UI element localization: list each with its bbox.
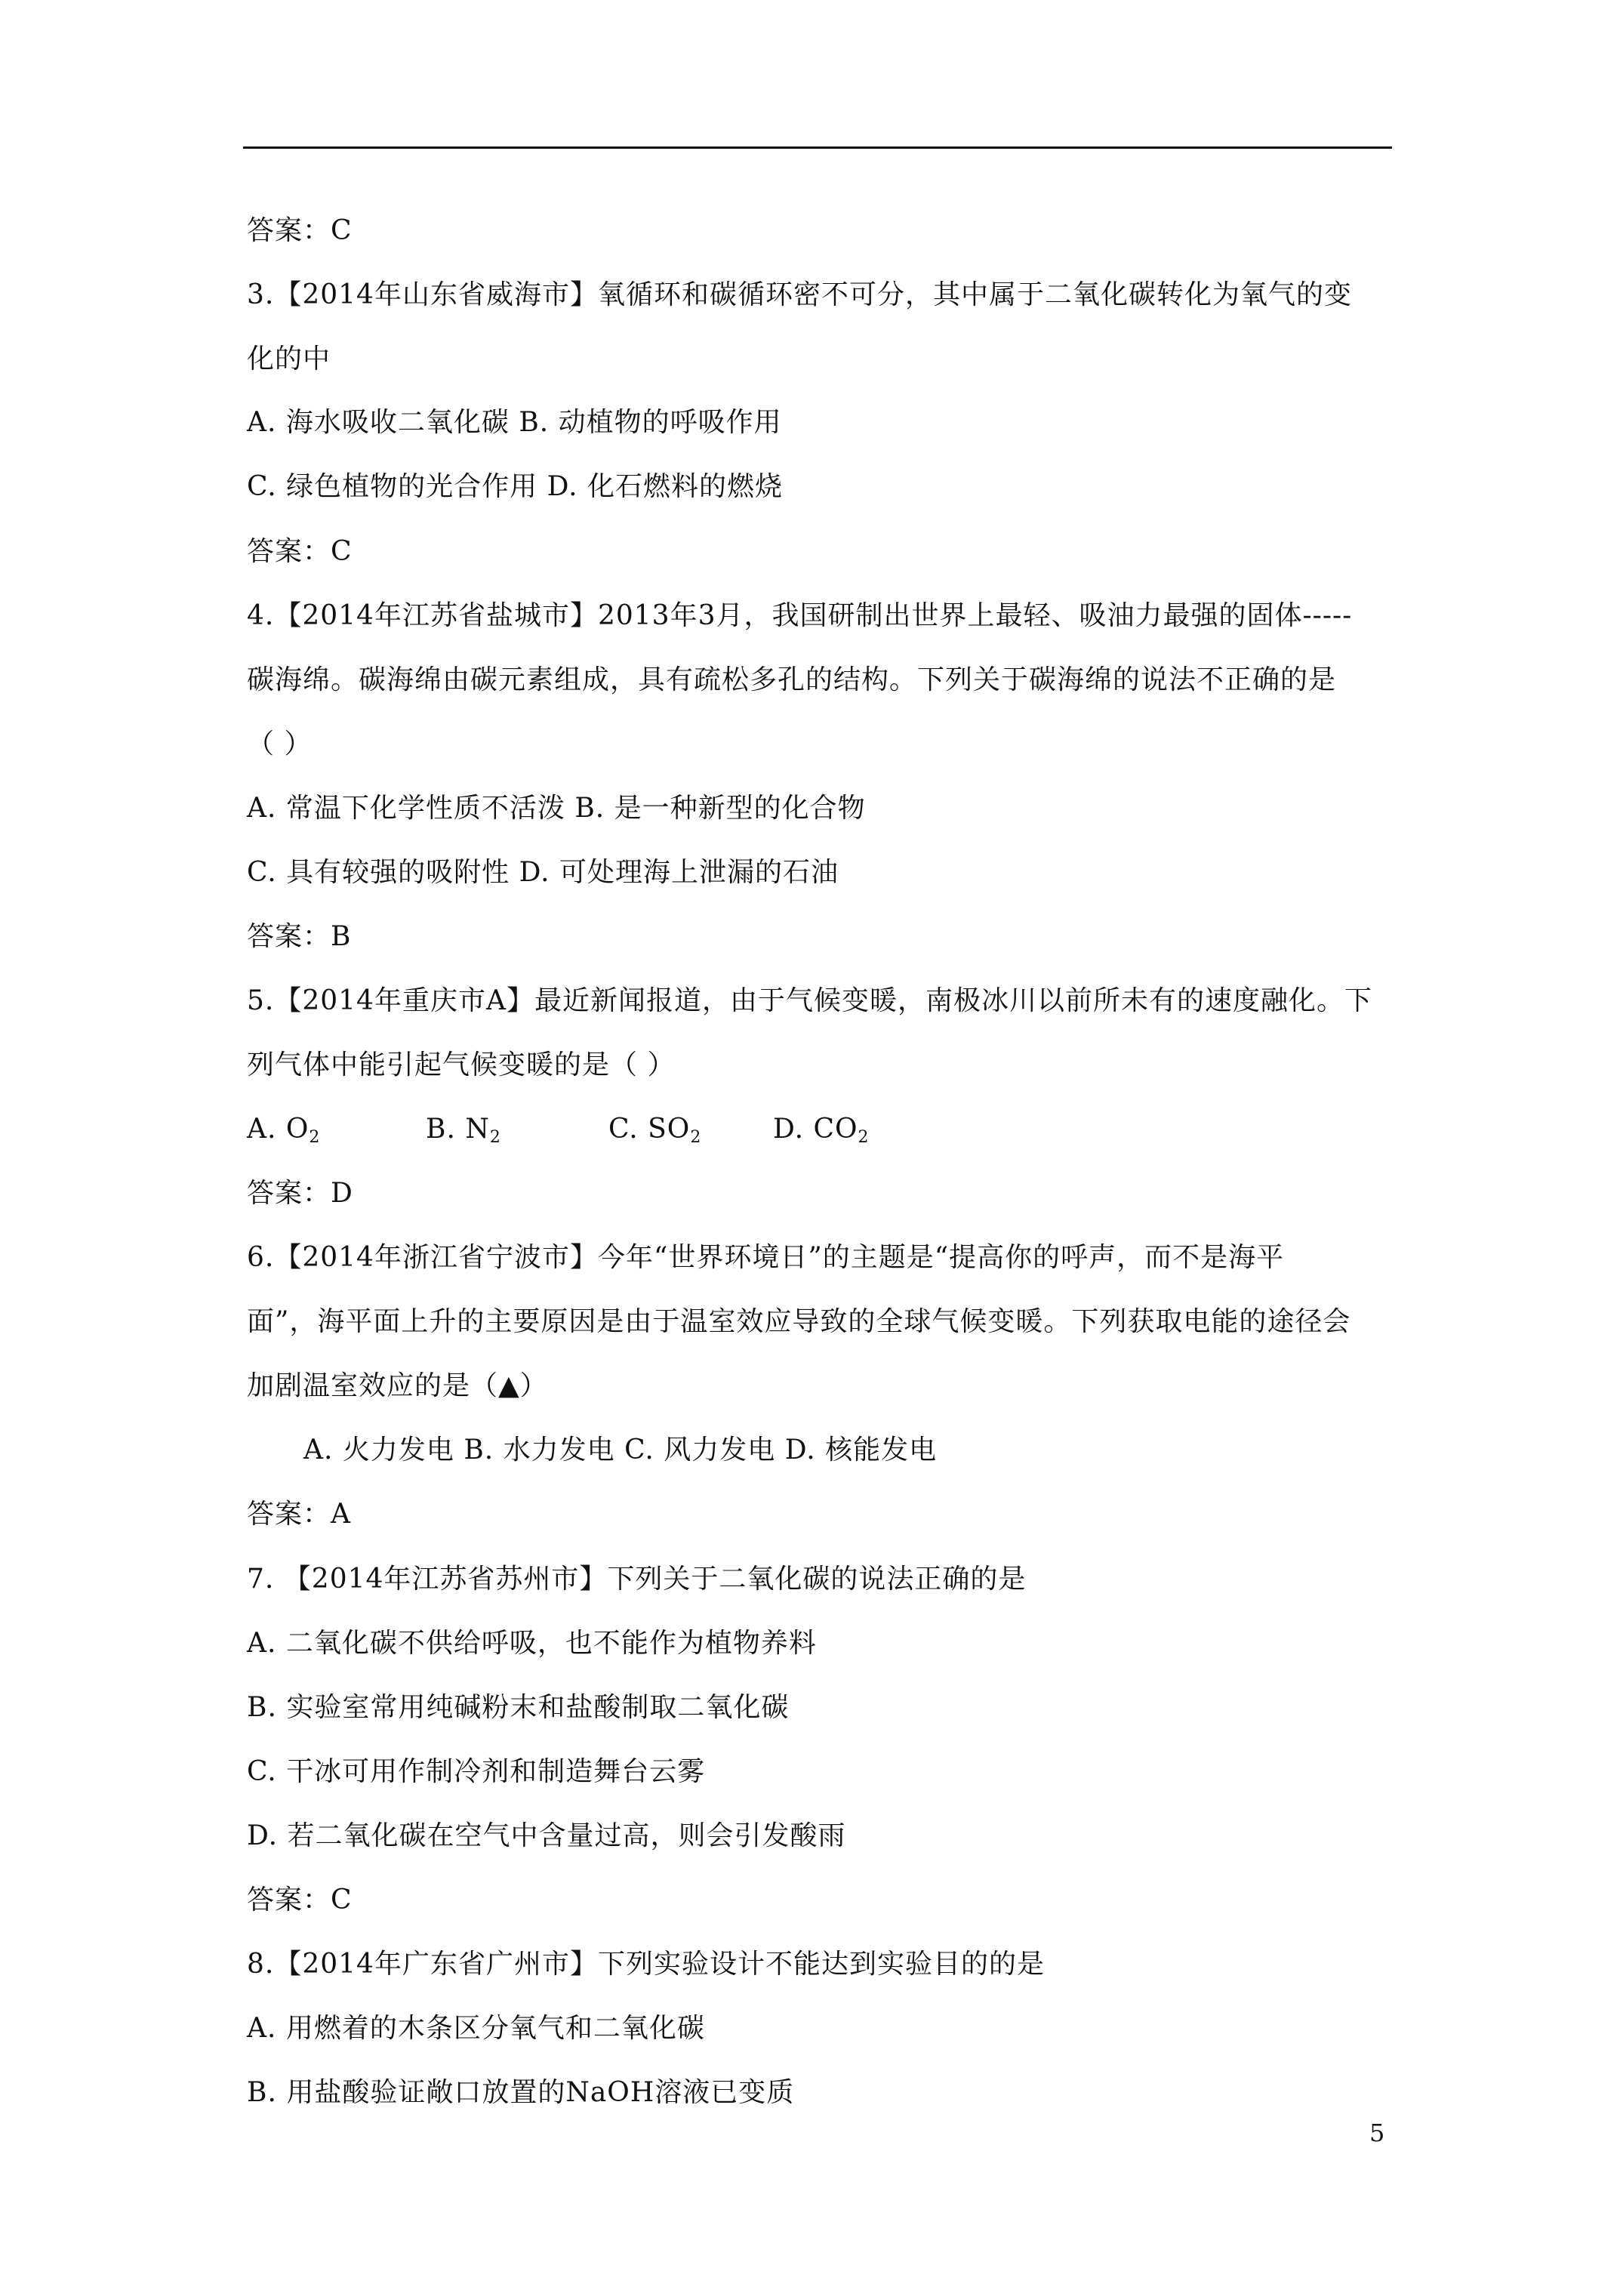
question-5-options — [247, 1111, 870, 1156]
question-3-options-cd: C. 绿色植物的光合作用 D. 化石燃料的燃烧 — [247, 471, 784, 502]
question-7-option-d: D. 若二氧化碳在空气中含量过高，则会引发酸雨 — [247, 1820, 846, 1851]
question-8-line-1: 8.【2014年广东省广州市】下列实验设计不能达到实验目的的是 — [247, 1949, 1045, 1980]
answer-line: 答案：A — [247, 1499, 351, 1530]
question-5-line-2: 列气体中能引起气候变暖的是（ ） — [247, 1049, 676, 1080]
answer-line: 答案：C — [247, 1885, 353, 1915]
question-5-line-1: 5.【2014年重庆市A】最近新闻报道，由于气候变暖，南极冰川以前所未有的速度融化。下 — [247, 985, 1372, 1016]
option-a: A. $O_2$ — [247, 1114, 321, 1147]
answer-line: 答案：C — [247, 215, 353, 246]
option-d: D. $CO_2$ — [773, 1114, 870, 1147]
question-6-line-2: 面”，海平面上升的主要原因是由于温室效应导致的全球气候变暖。下列获取电能的途径会 — [247, 1306, 1351, 1337]
question-7-option-c: C. 干冰可用作制冷剂和制造舞台云雾 — [247, 1756, 706, 1787]
question-3-line-2: 化的中 — [247, 344, 331, 374]
question-4-options-cd: C. 具有较强的吸附性 D. 可处理海上泄漏的石油 — [247, 857, 839, 888]
question-3-options-ab: A. 海水吸收二氧化碳 B. 动植物的呼吸作用 — [247, 407, 782, 438]
option-b: B. $N_2$ — [426, 1114, 501, 1147]
question-4-line-2: 碳海绵。碳海绵由碳元素组成，具有疏松多孔的结构。下列关于碳海绵的说法不正确的是 — [247, 664, 1337, 695]
answer-line: 答案：C — [247, 536, 353, 567]
question-4-line-3: （ ） — [247, 729, 313, 760]
question-6-line-3: 加剧温室效应的是（▲） — [247, 1370, 548, 1401]
answer-line: 答案：B — [247, 921, 352, 952]
question-7-option-b: B. 实验室常用纯碱粉末和盐酸制取二氧化碳 — [247, 1692, 790, 1723]
option-c: C. $SO_2$ — [608, 1114, 702, 1147]
question-8-option-b: B. 用盐酸验证敞口放置的NaOH溶液已变质 — [247, 2077, 795, 2108]
header-rule — [243, 146, 1392, 149]
question-4-line-1: 4.【2014年江苏省盐城市】2013年3月，我国研制出世界上最轻、吸油力最强的固体----- — [247, 600, 1353, 631]
question-7-line-1: 7. 【2014年江苏省苏州市】下列关于二氧化碳的说法正确的是 — [247, 1564, 1027, 1595]
question-4-options-ab: A. 常温下化学性质不活泼 B. 是一种新型的化合物 — [247, 793, 866, 824]
question-3-line-1: 3.【2014年山东省威海市】氧循环和碳循环密不可分，其中属于二氧化碳转化为氧气的变 — [247, 279, 1352, 310]
answer-line: 答案：D — [247, 1178, 353, 1209]
question-6-line-1: 6.【2014年浙江省宁波市】今年“世界环境日”的主题是“提高你的呼声，而不是海平 — [247, 1242, 1285, 1273]
question-7-option-a: A. 二氧化碳不供给呼吸，也不能作为植物养料 — [247, 1628, 817, 1659]
question-6-options: A. 火力发电 B. 水力发电 C. 风力发电 D. 核能发电 — [303, 1435, 938, 1465]
question-8-option-a: A. 用燃着的木条区分氧气和二氧化碳 — [247, 2013, 705, 2044]
page-number: 5 — [1369, 2119, 1385, 2147]
